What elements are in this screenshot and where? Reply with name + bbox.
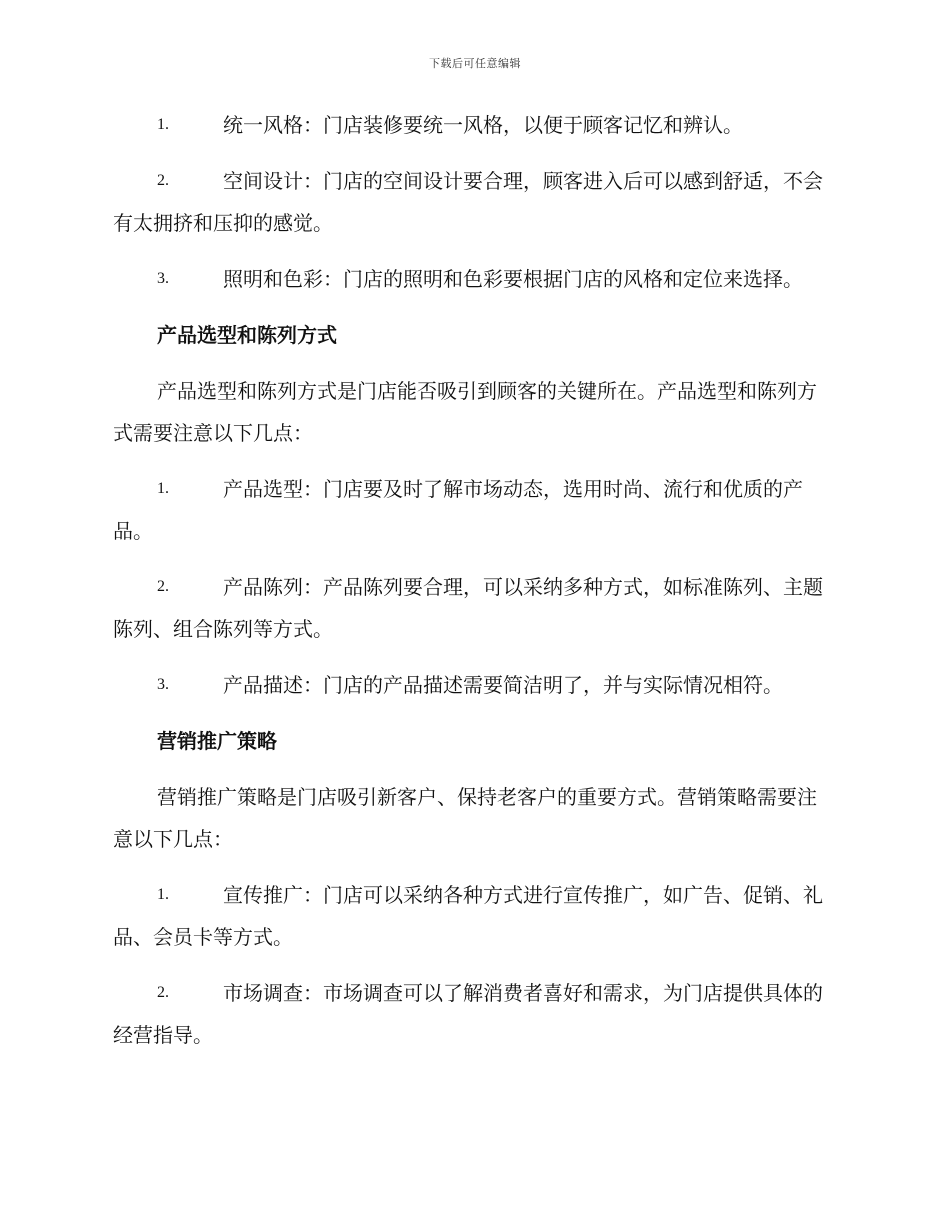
list-number: 2. [157, 984, 169, 1001]
list-item-text: 统一风格：门店装修要统一风格，以便于顾客记忆和辨认。 [223, 113, 743, 137]
paragraph: 营销推广策略是门店吸引新客户、保持老客户的重要方式。营销策略需要注意以下几点： [113, 785, 817, 851]
document-body [113, 104, 835, 1070]
section-heading: 营销推广策略 [157, 729, 277, 753]
list-item-text: 照明和色彩：门店的照明和色彩要根据门店的风格和定位来选择。 [223, 267, 803, 291]
list-number: 1. [157, 480, 169, 497]
list-item-text: 产品描述：门店的产品描述需要简洁明了，并与实际情况相符。 [223, 673, 783, 697]
list-number: 2. [157, 172, 169, 189]
list-item [113, 664, 835, 706]
list-number: 3. [157, 676, 169, 693]
list-item [113, 566, 835, 650]
page-header: 下载后可任意编辑 [429, 57, 521, 70]
list-number: 1. [157, 116, 169, 133]
list-item [113, 160, 835, 244]
list-item [113, 104, 835, 146]
list-item-text: 产品选型：门店要及时了解市场动态，选用时尚、流行和优质的产品。 [113, 477, 803, 543]
list-item [113, 874, 835, 958]
list-number: 3. [157, 270, 169, 287]
list-number: 1. [157, 886, 169, 903]
section-heading: 产品选型和陈列方式 [157, 323, 337, 347]
list-item [113, 258, 835, 300]
list-item [113, 972, 835, 1056]
list-number: 2. [157, 578, 169, 595]
paragraph: 产品选型和陈列方式是门店能否吸引到顾客的关键所在。产品选型和陈列方式需要注意以下几点： [113, 379, 817, 445]
list-item-text: 空间设计：门店的空间设计要合理，顾客进入后可以感到舒适，不会有太拥挤和压抑的感觉。 [113, 169, 823, 235]
list-item-text: 市场调查：市场调查可以了解消费者喜好和需求，为门店提供具体的经营指导。 [113, 981, 823, 1047]
list-item [113, 468, 835, 552]
list-item-text: 产品陈列：产品陈列要合理，可以采纳多种方式，如标准陈列、主题陈列、组合陈列等方式。 [113, 575, 823, 641]
list-item-text: 宣传推广：门店可以采纳各种方式进行宣传推广，如广告、促销、礼品、会员卡等方式。 [113, 883, 823, 949]
